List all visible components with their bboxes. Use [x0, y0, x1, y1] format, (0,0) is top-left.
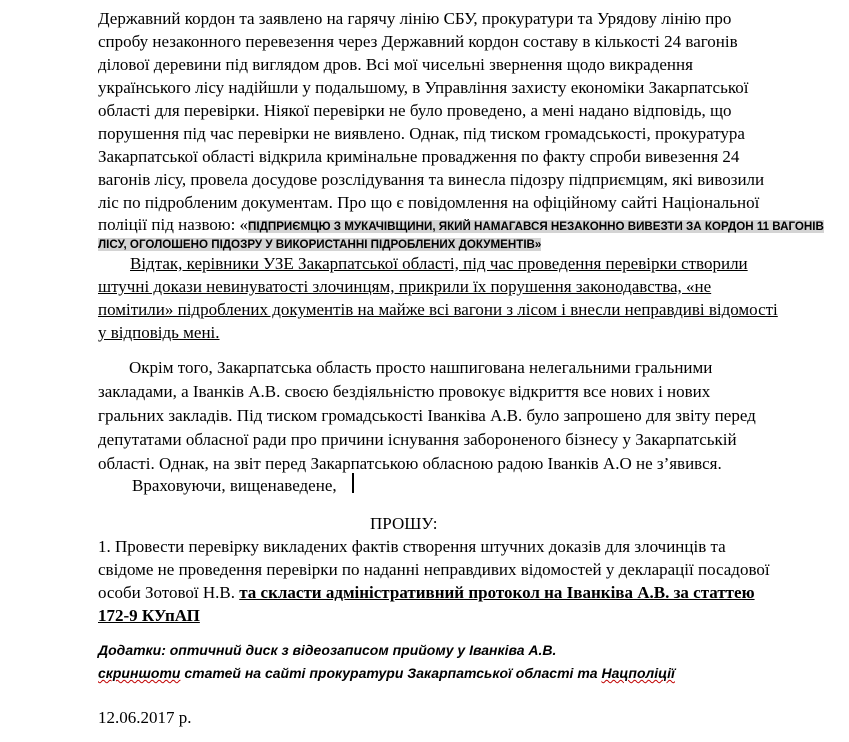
paragraph-line: порушення під час перевірки не виявлено. Однак, під тиском громадськості, прокуратура	[98, 124, 745, 143]
annex-label: Додатки: оптичний диск з відеозаписом прийому у Іванківа А.В.	[98, 642, 557, 658]
paragraph-line: у відповідь мені.	[98, 323, 220, 342]
paragraph-line: українського лісу надійшли у подальшому, в Управління захисту економіки Закарпатської	[98, 78, 749, 97]
paragraph-line: Окрім того, Закарпатська область просто нашпигована нелегальними гральними	[129, 358, 713, 377]
paragraph-line: закладами, а Іванків А.В. своєю бездіяльністю провокує відкриття все нових і нових	[98, 382, 711, 401]
annex-line	[98, 663, 675, 683]
paragraph-line: помітили» підроблених документів на майже всі вагони з лісом і внесли неправдиві відомості	[98, 300, 778, 319]
paragraph-line: депутатами обласної ради про причини існування забороненого бізнесу у Закарпатській	[98, 430, 737, 449]
paragraph-line: ліс по підробленим документам. Про що є повідомлення на офіційному сайті Національної	[98, 193, 760, 212]
paragraph-line: Відтак, керівники УЗЕ Закарпатської області, під час проведення перевірки створили	[130, 254, 748, 273]
paragraph-line: гральних закладів. Під тиском громадськості Іванківа А.В. було запрошено для звіту перед	[98, 406, 756, 425]
spellcheck-word: Нацполіції	[601, 665, 675, 681]
paragraph-line: штучні докази невинуватості злочинцям, прикрили їх порушення законодавства, «не	[98, 277, 712, 296]
request-heading: ПРОШУ:	[370, 514, 438, 533]
considering-line: Враховуючи, вищенаведене,	[132, 476, 337, 495]
request-line: 1. Провести перевірку викладених фактів створення штучних доказів для злочинців та	[98, 537, 726, 556]
paragraph-line: області для перевірки. Ніякої перевірки не було проведено, а мені надано відповідь, що	[98, 101, 732, 120]
police-headline-quote-part2: ЛІСУ, ОГОЛОШЕНО ПІДОЗРУ У ВИКОРИСТАННІ ПІДРОБЛЕНИХ ДОКУМЕНТІВ	[98, 238, 535, 251]
paragraph-line: спробу незаконного перевезення через Державний кордон составу в кількості 24 вагонів	[98, 32, 738, 51]
request-article: 172-9 КУпАП	[98, 606, 200, 625]
quote-prefix: поліції під назвою: «	[98, 215, 249, 234]
paragraph-line: області. Однак, на звіт перед Закарпатською обласною радою Іванків А.О не з’явився.	[98, 454, 722, 473]
quote-close: »	[534, 238, 542, 251]
police-headline-quote-part1: ПІДПРИЄМЦЮ З МУКАЧІВЩИНИ, ЯКИЙ НАМАГАВСЯ НЕЗАКОННО ВИВЕЗТИ ЗА КОРДОН 11 ВАГОНІВ	[248, 220, 824, 233]
paragraph-line: вагонів лісу, провела досудове розслідування та винесла підозру підприємцям, які вивозили	[98, 170, 765, 189]
paragraph-line: ділової деревини під виглядом дров. Всі мої чисельні звернення щодо викрадення	[98, 55, 693, 74]
request-line-plain: особи Зотової Н.В.	[98, 583, 240, 602]
spellcheck-word: скриншоти	[98, 665, 181, 681]
document-date: 12.06.2017 р.	[98, 708, 192, 727]
annex-text: статей на сайті прокуратури Закарпатської області та	[180, 665, 602, 681]
request-line: свідоме не проведення перевірки по наданні неправдивих відомостей у декларації посадової	[98, 560, 770, 579]
request-line-bold: та скласти адміністративний протокол на Іванківа А.В. за статтею	[239, 583, 755, 602]
text-cursor[interactable]	[352, 473, 354, 493]
paragraph-line: Державний кордон та заявлено на гарячу лінію СБУ, прокуратури та Урядову лінію про	[98, 9, 732, 28]
paragraph-line: Закарпатської області відкрила кримінальне провадження по факту спроби вивезення 24	[98, 147, 740, 166]
request-line	[98, 582, 755, 604]
